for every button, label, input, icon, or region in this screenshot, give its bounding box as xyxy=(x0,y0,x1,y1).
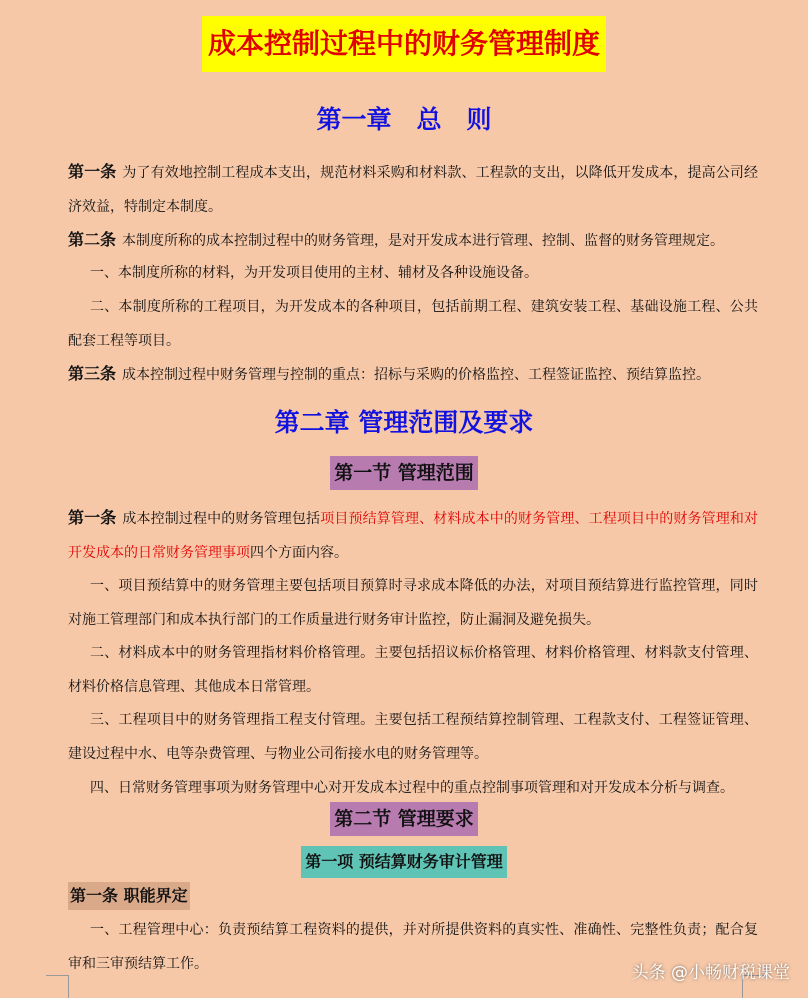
function-definition-tag: 第一条 职能界定 xyxy=(68,882,190,910)
article-label: 第一条 xyxy=(68,162,117,181)
article-highlight: 项目预结算管理、材料成本中的财务管理、工程项目中的财务管理和对开发成本的日常财务管理事项 xyxy=(68,511,759,561)
ch1-article-2-item-2: 二、本制度所称的工程项目，为开发成本的各种项目，包括前期工程、建筑安装工程、基础设施工程、公共配套工程等项目。 xyxy=(68,299,758,349)
article-text: 为了有效地控制工程成本支出，规范材料采购和材料款、工程款的支出，以降低开发成本，提高公司经济效益，特制定本制度。 xyxy=(68,165,758,215)
ch1-article-2 xyxy=(68,223,758,258)
s1-item-2: 二、材料成本中的财务管理指材料价格管理。主要包括招议标价格管理、材料价格管理、材料款支付管理、材料价格信息管理、其他成本日常管理。 xyxy=(68,645,758,695)
section-1-heading: 第一节 管理范围 xyxy=(330,456,478,490)
ch1-article-3 xyxy=(68,357,758,392)
ch1-article-2-item-1: 一、本制度所称的材料，为开发项目使用的主材、辅材及各种设施设备。 xyxy=(90,265,538,281)
document-title: 成本控制过程中的财务管理制度 xyxy=(202,16,606,72)
s1-article-1 xyxy=(68,501,758,570)
chapter-2-heading: 第二章 管理范围及要求 xyxy=(274,408,534,437)
s2-item-1: 一、工程管理中心：负责预结算工程资料的提供，并对所提供资料的真实性、准确性、完整性负责；配合复审和三审预结算工作。 xyxy=(68,922,758,972)
s1-item-4: 四、日常财务管理事项为财务管理中心对开发成本过程中的重点控制事项管理和对开发成本分析与调查。 xyxy=(90,780,734,796)
page-corner-mark-left xyxy=(46,975,69,998)
section-1-container xyxy=(0,456,808,490)
chapter-1-heading: 第一章 总 则 xyxy=(316,105,492,134)
article-text-end: 四个方面内容。 xyxy=(250,545,348,561)
article-label: 第一条 xyxy=(68,508,117,527)
article-text: 本制度所称的成本控制过程中的财务管理，是对开发成本进行管理、控制、监督的财务管理规定。 xyxy=(122,233,725,249)
item-1-heading: 第一项 预结算财务审计管理 xyxy=(301,846,507,878)
item-1-container xyxy=(0,846,808,878)
article-label: 第二条 xyxy=(68,230,117,249)
s1-item-1: 一、项目预结算中的财务管理主要包括项目预算时寻求成本降低的办法，对项目预结算进行监控管理，同时对施工管理部门和成本执行部门的工作质量进行财务审计监控，防止漏洞及避免损失。 xyxy=(68,578,758,628)
watermark: 头条 @小畅财税课堂 xyxy=(631,963,790,983)
section-2-container xyxy=(0,802,808,836)
article-text: 成本控制过程中的财务管理包括 xyxy=(122,511,321,527)
article-text: 成本控制过程中财务管理与控制的重点：招标与采购的价格监控、工程签证监控、预结算监控。 xyxy=(122,367,711,383)
ch1-article-1 xyxy=(68,155,758,224)
title-container xyxy=(0,16,808,72)
s1-item-3: 三、工程项目中的财务管理指工程支付管理。主要包括工程预结算控制管理、工程款支付、工程签证管理、建设过程中水、电等杂费管理、与物业公司衔接水电的财务管理等。 xyxy=(68,712,758,762)
section-2-heading: 第二节 管理要求 xyxy=(330,802,478,836)
article-label: 第三条 xyxy=(68,364,117,383)
